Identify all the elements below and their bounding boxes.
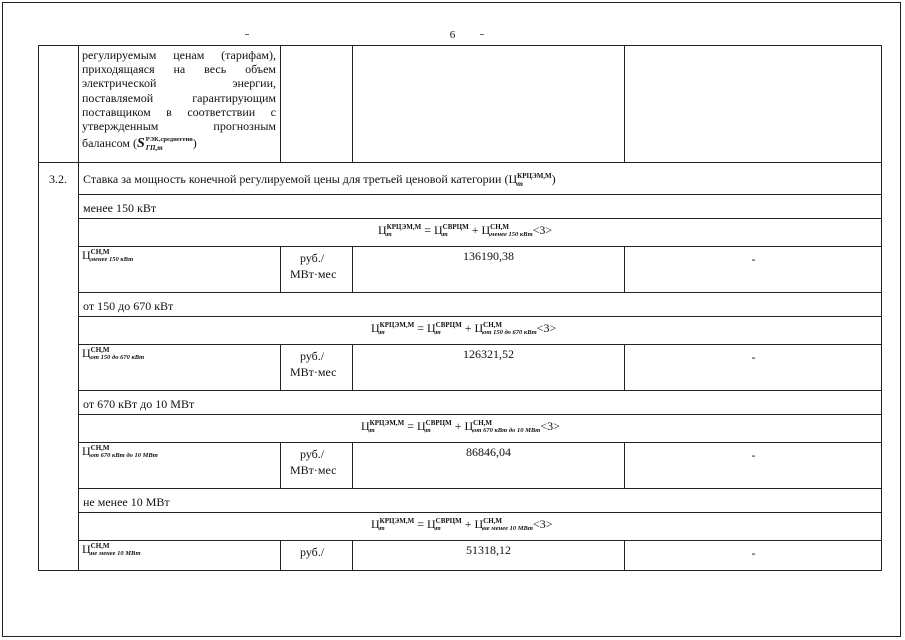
symbol-base: Ц (82, 346, 91, 360)
symbol-sub: не менее 10 МВт (90, 550, 141, 558)
symbol-sup: СН,М (90, 542, 110, 551)
symbol-sub: m (442, 231, 448, 239)
symbol-base: Ц (82, 542, 91, 556)
symbol-sup: КРЦЭМ,М (379, 321, 415, 330)
unit-cell (290, 544, 324, 560)
symbol-sup: СВРЦМ (435, 321, 462, 330)
symbol-sup: КРЦЭМ,М (379, 517, 415, 526)
group-label: не менее 10 МВт (83, 495, 170, 509)
row-divider (78, 390, 882, 391)
symbol-sup: СН,М (473, 419, 493, 428)
symbol-sub: от 670 кВт до 10 МВт (90, 452, 158, 460)
symbol-base: Ц (508, 172, 518, 186)
value-cell: 136190,38 (463, 249, 514, 263)
text-line-balance (82, 136, 197, 152)
unit-line: МВт·мес (290, 365, 337, 379)
group-label: от 670 кВт до 10 МВт (83, 397, 195, 411)
symbol-sup: СН,М (90, 444, 110, 453)
section-title-text: Ставка за мощность конечной регулируемой цены для третьей ценовой категории ( (83, 172, 509, 186)
symbol-base: Ц (416, 419, 426, 433)
text-line: регулируемым ценам (тарифам), (82, 48, 276, 62)
empty-value-dash: - (751, 350, 756, 364)
scan-mark (245, 34, 249, 35)
col-divider (280, 344, 281, 390)
text-line: электрической энергии, (82, 76, 276, 91)
value-cell: 86846,04 (466, 445, 511, 459)
row-symbol (82, 248, 133, 264)
row-divider (78, 344, 882, 345)
symbol-sub: не менее 10 МВт (483, 525, 533, 533)
text-line: утвержденным прогнозным (82, 119, 276, 133)
unit-line: руб./ (300, 447, 325, 461)
group-label: менее 150 кВт (83, 201, 157, 215)
symbol-base: Ц (426, 517, 436, 531)
symbol-base: S (136, 136, 145, 151)
row-divider (78, 246, 882, 247)
symbol-sup: КРЦЭМ,М (517, 172, 552, 181)
symbol-base: Ц (474, 517, 484, 531)
group-formula (371, 321, 556, 337)
symbol-sup: СН,М (490, 223, 510, 232)
formula-symbol (371, 517, 414, 531)
formula-symbol (464, 419, 540, 433)
col-divider (280, 540, 281, 571)
symbol-sup: СВРЦМ (425, 419, 452, 428)
section-title (83, 172, 556, 188)
symbol-base: Ц (464, 419, 474, 433)
symbol-sub: от 150 до 670 кВт (483, 329, 537, 337)
symbol-sup: КРЦЭМ,М (386, 223, 422, 232)
plus-sign: + (464, 517, 472, 531)
symbol-sub: m (386, 231, 392, 239)
row-divider (38, 162, 882, 163)
symbol-base: Ц (371, 321, 380, 335)
group-formula (378, 223, 552, 239)
plus-sign: + (464, 321, 472, 335)
symbol-sub: m (425, 427, 431, 435)
col-divider (624, 45, 625, 162)
symbol-sub: от 150 до 670 кВт (90, 354, 145, 362)
row-symbol (82, 542, 141, 558)
text-fragment: ) (551, 172, 556, 186)
col-divider (352, 45, 353, 162)
formula-symbol (378, 223, 421, 237)
unit-cell (290, 250, 336, 282)
footnote-ref: <3> (540, 419, 560, 433)
symbol-sup: СВРЦМ (435, 517, 462, 526)
formula-symbol (371, 321, 414, 335)
empty-value-dash: - (751, 546, 756, 560)
equals-sign: = (417, 517, 424, 531)
row-divider (78, 442, 882, 443)
formula-symbol (136, 136, 193, 153)
col-divider (280, 45, 281, 162)
formula-symbol (474, 517, 533, 531)
formula-symbol (481, 223, 532, 237)
symbol-sup: СВРЦМ (442, 223, 469, 232)
formula-symbol (427, 517, 462, 531)
row-symbol (82, 346, 144, 362)
formula-symbol (434, 223, 469, 237)
group-label: от 150 до 670 кВт (83, 299, 174, 313)
plus-sign: + (454, 419, 462, 433)
col-divider (280, 246, 281, 292)
symbol-base: Ц (371, 517, 380, 531)
value-cell: 126321,52 (463, 347, 514, 361)
symbol-sup: СН,М (483, 517, 503, 526)
symbol-base: Ц (82, 444, 91, 458)
row-divider (78, 414, 882, 415)
symbol-base: Ц (82, 248, 91, 262)
value-cell: 51318,12 (466, 543, 511, 557)
symbol-base: Ц (481, 223, 491, 237)
symbol-base: Ц (426, 321, 436, 335)
empty-value-dash: - (751, 252, 756, 266)
symbol-sub: менее 150 кВт (90, 256, 134, 264)
symbol-sup: РЭК,среднегенв (145, 136, 193, 144)
row-symbol (82, 444, 158, 460)
symbol-sup: СН,М (90, 346, 110, 355)
row-divider (78, 292, 882, 293)
plus-sign: + (471, 223, 479, 237)
formula-symbol (508, 172, 552, 189)
unit-cell (290, 446, 336, 478)
symbol-base: Ц (433, 223, 443, 237)
group-formula (361, 419, 560, 435)
formula-symbol (427, 321, 462, 335)
unit-line: руб./ (300, 545, 325, 559)
symbol-sup: СН,М (90, 248, 110, 257)
symbol-sub: m (435, 525, 441, 533)
row-divider (78, 316, 882, 317)
unit-line: руб./ (300, 349, 325, 363)
formula-symbol (474, 321, 536, 335)
text-line: поставщиком в соответствии с (82, 104, 276, 119)
row-divider (78, 194, 882, 195)
symbol-sub: m (435, 329, 441, 337)
unit-cell (290, 348, 336, 380)
footnote-ref: <3> (533, 517, 553, 531)
equals-sign: = (407, 419, 414, 433)
equals-sign: = (424, 223, 431, 237)
symbol-base: Ц (378, 223, 387, 237)
text-fragment: балансом ( (82, 136, 137, 150)
symbol-sub: менее 150 кВт (490, 231, 533, 239)
symbol-sub: от 670 кВт до 10 МВт (473, 427, 541, 435)
scan-mark (480, 34, 484, 35)
symbol-sub: m (517, 179, 523, 189)
text-line: приходящаяся на весь объем (82, 62, 276, 77)
empty-value-dash: - (751, 448, 756, 462)
group-formula (371, 517, 553, 533)
row-divider (78, 488, 882, 489)
col-divider (78, 45, 79, 571)
symbol-base: Ц (361, 419, 370, 433)
symbol-sub: m (369, 427, 375, 435)
symbol-sup: СН,М (483, 321, 503, 330)
equals-sign: = (417, 321, 424, 335)
symbol-sub: m (379, 525, 385, 533)
formula-symbol (361, 419, 404, 433)
symbol-sub: ГП,m (145, 144, 163, 153)
unit-line: руб./ (300, 251, 325, 265)
footnote-ref: <3> (536, 321, 557, 335)
row-divider (78, 540, 882, 541)
unit-line: МВт·мес (290, 463, 337, 477)
symbol-base: Ц (474, 321, 484, 335)
row-divider (78, 218, 882, 219)
formula-symbol (417, 419, 452, 433)
unit-line: МВт·мес (290, 267, 337, 281)
symbol-sup: КРЦЭМ,М (369, 419, 405, 428)
footnote-ref: <3> (532, 223, 553, 237)
row-divider (78, 512, 882, 513)
section-number: 3.2. (49, 172, 67, 186)
symbol-sub: m (379, 329, 385, 337)
text-line: поставляемой гарантирующим (82, 90, 276, 105)
col-divider (280, 442, 281, 488)
text-fragment: ) (192, 136, 197, 150)
page-number: 6 (449, 29, 456, 41)
